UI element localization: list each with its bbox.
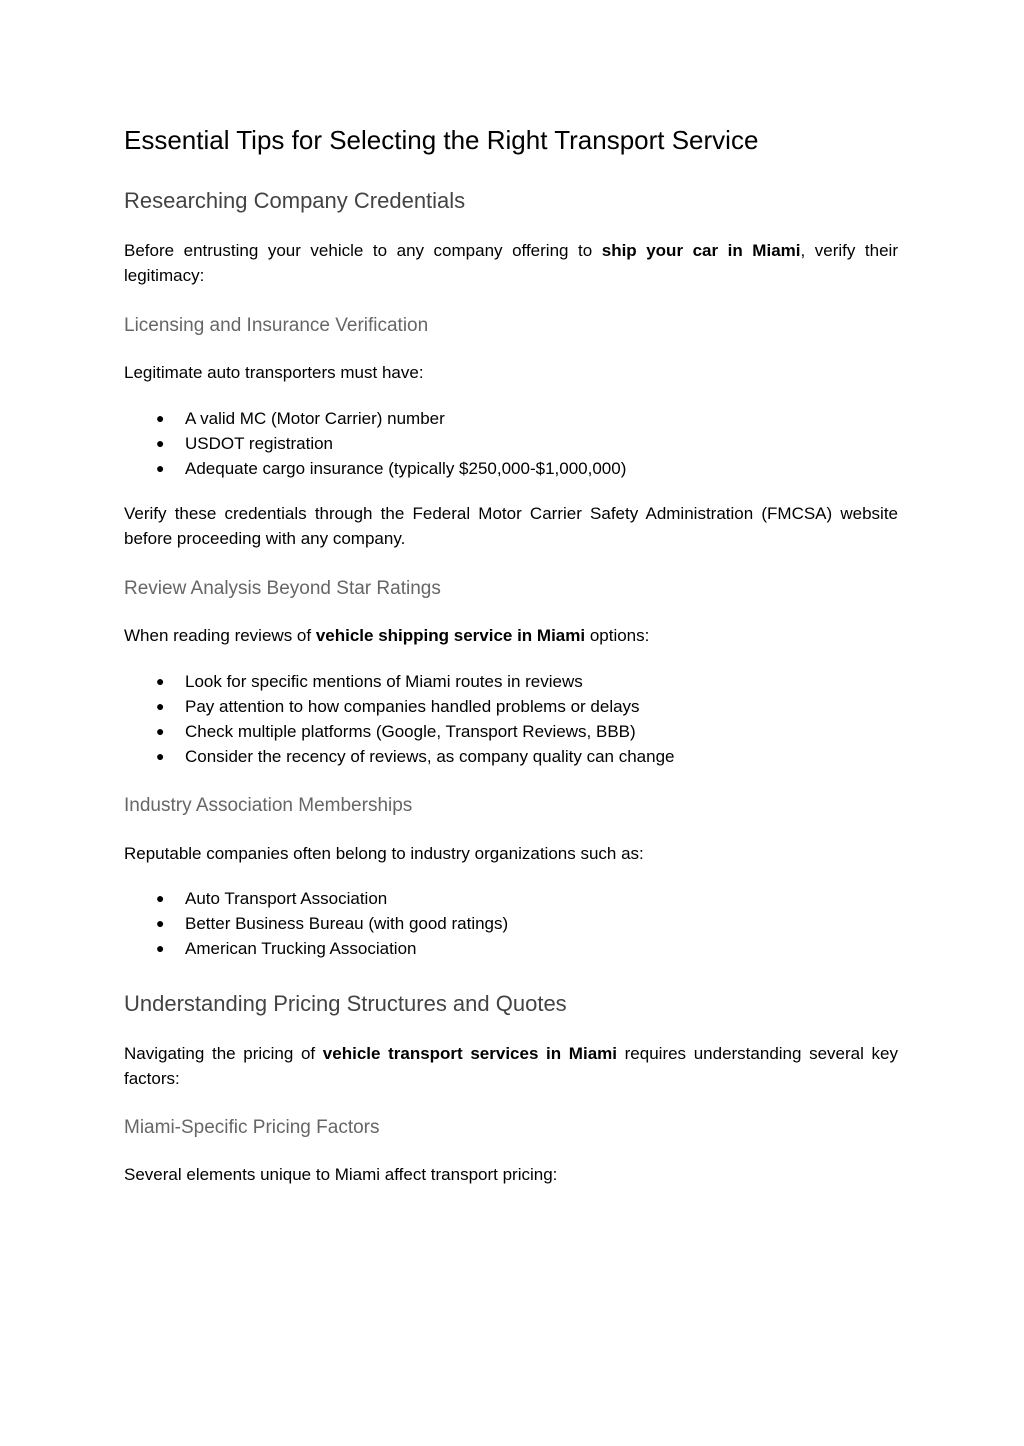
reviews-lead-paragraph <box>124 623 898 648</box>
pricing-text-before: Navigating the pricing of <box>124 1044 323 1063</box>
list-item <box>124 431 898 456</box>
bullet-icon: ● <box>156 723 165 739</box>
list-item-text: Better Business Bureau (with good ratings) <box>185 914 509 933</box>
list-item-text: Auto Transport Association <box>185 889 388 908</box>
intro-text-after: , verify their legitimacy: <box>124 241 898 285</box>
list-item-text: Pay attention to how companies handled problems or delays <box>185 697 640 716</box>
list-item <box>124 406 898 431</box>
list-item <box>124 456 898 481</box>
bullet-icon: ● <box>156 435 165 451</box>
intro-text-bold: ship your car in Miami <box>601 241 801 260</box>
pricing-text-after: requires understanding several key factors: <box>124 1044 899 1088</box>
subheading-licensing: Licensing and Insurance Verification <box>124 315 429 336</box>
licensing-requirements-list <box>124 406 898 481</box>
list-item <box>124 694 898 719</box>
list-item <box>124 911 898 936</box>
bullet-icon: ● <box>156 748 165 764</box>
licensing-lead-paragraph: Legitimate auto transporters must have: <box>124 363 424 382</box>
bullet-icon: ● <box>156 673 165 689</box>
list-item-text: Look for specific mentions of Miami routes in reviews <box>185 672 583 691</box>
bullet-icon: ● <box>156 460 165 476</box>
list-item-text: Consider the recency of reviews, as company quality can change <box>185 747 675 766</box>
list-item-text: Check multiple platforms (Google, Transport Reviews, BBB) <box>185 722 636 741</box>
document-title: Essential Tips for Selecting the Right Transport Service <box>124 125 759 155</box>
associations-lead-paragraph: Reputable companies often belong to industry organizations such as: <box>124 844 644 863</box>
bullet-icon: ● <box>156 915 165 931</box>
reviews-text-after: options: <box>585 626 650 645</box>
list-item-text: American Trucking Association <box>185 939 417 958</box>
list-item <box>124 719 898 744</box>
list-item-text: USDOT registration <box>185 434 334 453</box>
licensing-note-paragraph: Verify these credentials through the Federal Motor Carrier Safety Administration (FMCSA) website before proceeding with any company. <box>124 504 898 548</box>
bullet-icon: ● <box>156 890 165 906</box>
subheading-associations: Industry Association Memberships <box>124 795 413 816</box>
list-item <box>124 669 898 694</box>
pricing-text-bold: vehicle transport services in Miami <box>322 1044 617 1063</box>
bullet-icon: ● <box>156 410 165 426</box>
list-item <box>124 886 898 911</box>
list-item <box>124 936 898 961</box>
associations-list <box>124 886 898 961</box>
section-heading-pricing: Understanding Pricing Structures and Quotes <box>124 991 567 1016</box>
subheading-miami-pricing: Miami-Specific Pricing Factors <box>124 1117 380 1138</box>
pricing-intro-paragraph <box>124 1041 898 1091</box>
reviews-tips-list <box>124 669 898 769</box>
intro-text-before: Before entrusting your vehicle to any company offering to <box>124 241 602 260</box>
list-item-text: Adequate cargo insurance (typically $250,000-$1,000,000) <box>185 459 627 478</box>
list-item-text: A valid MC (Motor Carrier) number <box>185 409 445 428</box>
reviews-text-bold: vehicle shipping service in Miami <box>315 626 586 645</box>
subheading-reviews: Review Analysis Beyond Star Ratings <box>124 578 441 599</box>
credentials-intro-paragraph <box>124 238 898 288</box>
section-heading-credentials: Researching Company Credentials <box>124 188 466 213</box>
miami-pricing-lead-paragraph: Several elements unique to Miami affect transport pricing: <box>124 1165 558 1184</box>
bullet-icon: ● <box>156 698 165 714</box>
bullet-icon: ● <box>156 940 165 956</box>
list-item <box>124 744 898 769</box>
reviews-text-before: When reading reviews of <box>124 626 316 645</box>
